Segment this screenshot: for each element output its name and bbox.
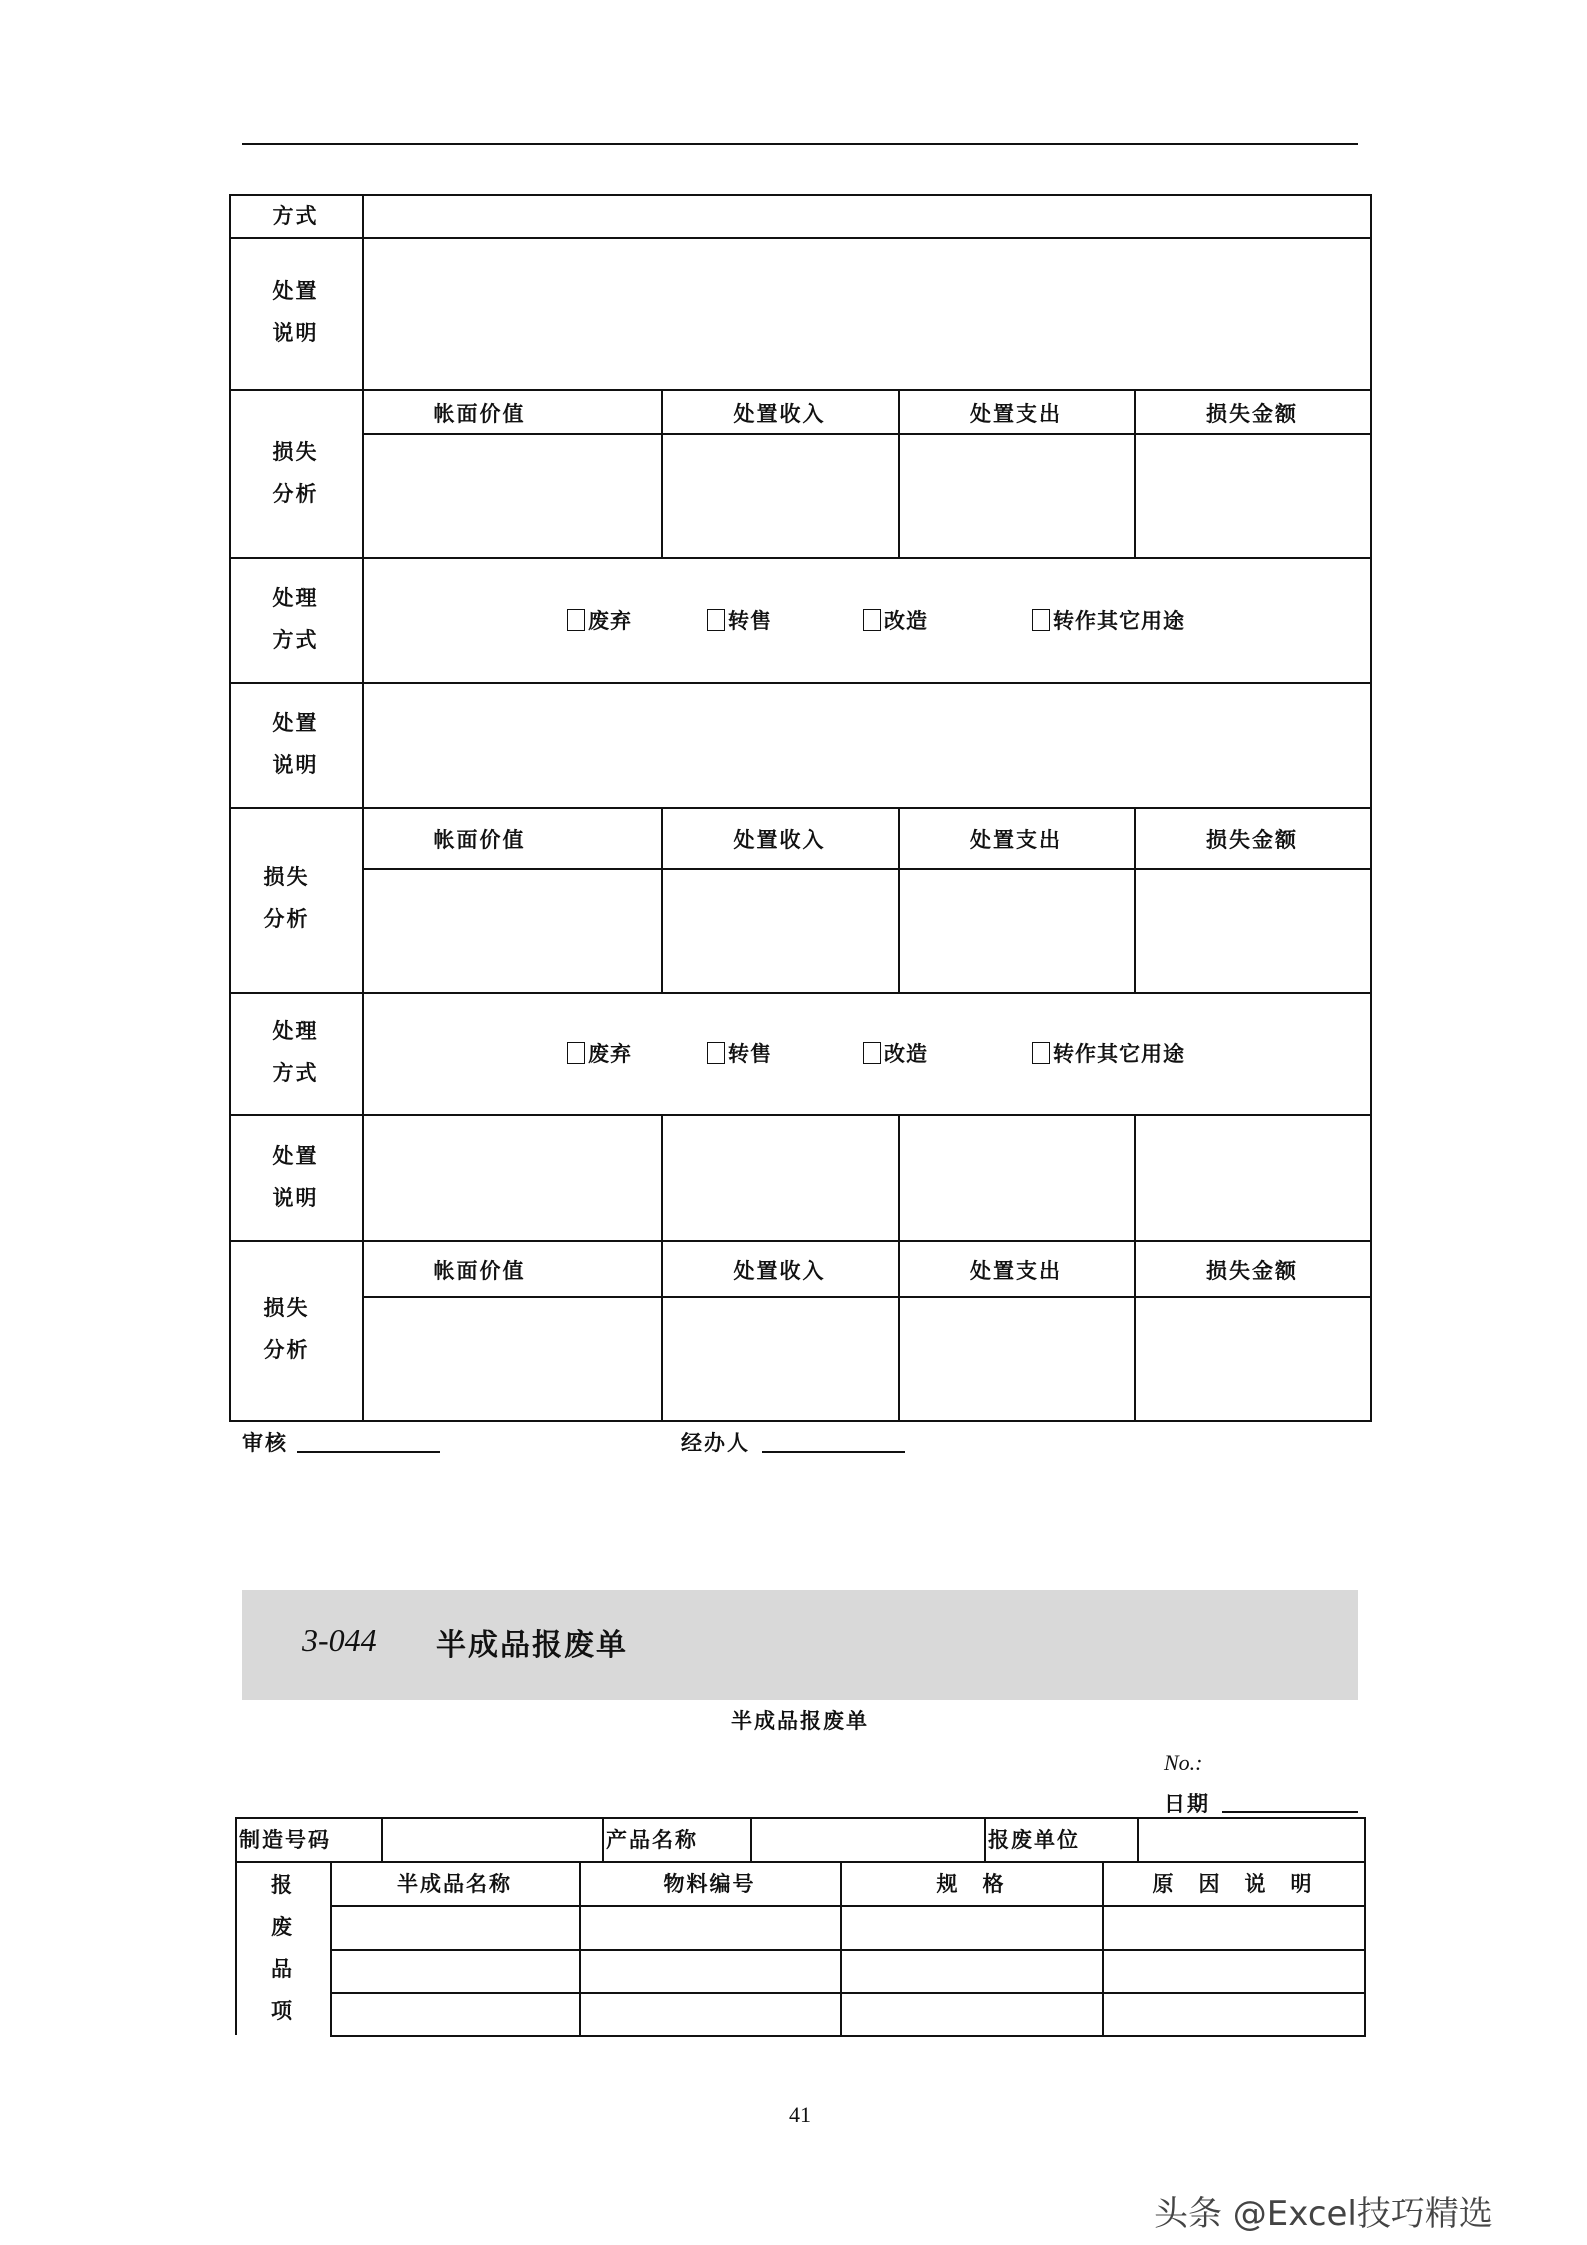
- checkbox-resell[interactable]: 转售: [707, 1038, 772, 1068]
- col-book-value: 帐面价值: [433, 828, 526, 852]
- col-line: [229, 194, 231, 1422]
- reviewer-label: 审核: [242, 1431, 288, 1455]
- checkbox-icon[interactable]: [1032, 1042, 1050, 1064]
- checkbox-icon[interactable]: [567, 1042, 585, 1064]
- col-line: [602, 1817, 604, 1862]
- col-line: [1364, 1817, 1366, 2037]
- date-input-line[interactable]: [1222, 1811, 1358, 1813]
- checkbox-other-use[interactable]: 转作其它用途: [1032, 605, 1185, 635]
- row-line: [229, 682, 1371, 684]
- date-label: 日期: [1164, 1792, 1210, 1816]
- scrap-unit-input[interactable]: [1139, 1819, 1363, 1861]
- col-loss-amount: 损失金额: [1206, 1259, 1298, 1283]
- row-line: [330, 1905, 1365, 1907]
- col-spec: 规 格: [936, 1872, 1006, 1896]
- col-loss-amount: 损失金额: [1206, 402, 1298, 426]
- col-loss-amount: 损失金额: [1206, 828, 1298, 852]
- handler-label: 经办人: [681, 1431, 750, 1455]
- row-line: [229, 237, 1371, 239]
- header-rule: [242, 143, 1358, 145]
- label-loss-analysis-3: 损失 分析: [263, 1296, 310, 1362]
- checkbox-resell[interactable]: 转售: [707, 605, 772, 635]
- watermark: 头条 @Excel技巧精选: [1154, 2194, 1493, 2234]
- checkbox-icon[interactable]: [567, 609, 585, 631]
- section-title: 半成品报废单: [436, 1628, 628, 1663]
- label-disposal-note-2: 处置 说明: [272, 711, 319, 777]
- col-disposal-income: 处置收入: [733, 402, 826, 426]
- form-title: 半成品报废单: [731, 1709, 869, 1733]
- row-line: [229, 1114, 1371, 1116]
- row-line: [229, 1420, 1371, 1422]
- handler-signature-line[interactable]: [762, 1451, 905, 1453]
- field-product-name: 产品名称: [606, 1828, 698, 1852]
- col-book-value: 帐面价值: [433, 402, 526, 426]
- label-handling-method-1: 处理 方式: [272, 586, 319, 652]
- col-disposal-expense: 处置支出: [970, 402, 1062, 426]
- checkbox-icon[interactable]: [1032, 609, 1050, 631]
- col-line: [362, 194, 364, 1422]
- col-line: [984, 1817, 986, 1862]
- checkbox-rework[interactable]: 改造: [863, 605, 928, 635]
- checkbox-icon[interactable]: [707, 1042, 725, 1064]
- row-line: [235, 1861, 1365, 1863]
- checkbox-icon[interactable]: [863, 1042, 881, 1064]
- col-book-value: 帐面价值: [433, 1259, 526, 1283]
- checkbox-discard[interactable]: 废弃: [567, 1038, 632, 1068]
- field-mfg-number: 制造号码: [239, 1828, 331, 1852]
- row-line: [330, 2035, 1365, 2037]
- checkbox-icon[interactable]: [863, 609, 881, 631]
- col-material-code: 物料编号: [663, 1872, 756, 1896]
- checkbox-icon[interactable]: [707, 609, 725, 631]
- row-line: [362, 433, 1371, 435]
- row-line: [229, 992, 1371, 994]
- col-disposal-expense: 处置支出: [970, 1259, 1062, 1283]
- row-line: [229, 194, 1371, 196]
- row-line: [362, 868, 1371, 870]
- label-method: 方式: [272, 204, 319, 228]
- row-line: [229, 389, 1371, 391]
- row-line: [330, 1992, 1365, 1994]
- row-line: [229, 807, 1371, 809]
- checkbox-rework[interactable]: 改造: [863, 1038, 928, 1068]
- no-label: No.:: [1164, 1750, 1203, 1775]
- row-line: [229, 557, 1371, 559]
- label-handling-method-2: 处理 方式: [272, 1019, 319, 1085]
- col-line: [1370, 194, 1372, 1422]
- label-loss-analysis-1: 损失 分析: [272, 440, 319, 506]
- checkbox-other-use[interactable]: 转作其它用途: [1032, 1038, 1185, 1068]
- col-disposal-expense: 处置支出: [970, 828, 1062, 852]
- mfg-number-input[interactable]: [383, 1819, 601, 1861]
- row-line: [229, 1240, 1371, 1242]
- product-name-input[interactable]: [752, 1819, 983, 1861]
- reviewer-signature-line[interactable]: [297, 1451, 440, 1453]
- page-number: 41: [789, 2102, 811, 2127]
- field-scrap-unit: 报废单位: [988, 1828, 1080, 1852]
- label-disposal-note-3: 处置 说明: [272, 1144, 319, 1210]
- label-disposal-note-1: 处置 说明: [272, 279, 319, 345]
- label-scrap-items: 报 废 品 项: [271, 1873, 294, 2023]
- row-line: [362, 1296, 1371, 1298]
- col-disposal-income: 处置收入: [733, 1259, 826, 1283]
- col-semi-product-name: 半成品名称: [397, 1872, 512, 1896]
- col-reason: 原 因 说 明: [1152, 1872, 1314, 1896]
- label-loss-analysis-2: 损失 分析: [263, 865, 310, 931]
- section-number: 3-044: [302, 1622, 377, 1658]
- checkbox-discard[interactable]: 废弃: [567, 605, 632, 635]
- col-disposal-income: 处置收入: [733, 828, 826, 852]
- section-banner: [242, 1590, 1358, 1700]
- row-line: [330, 1949, 1365, 1951]
